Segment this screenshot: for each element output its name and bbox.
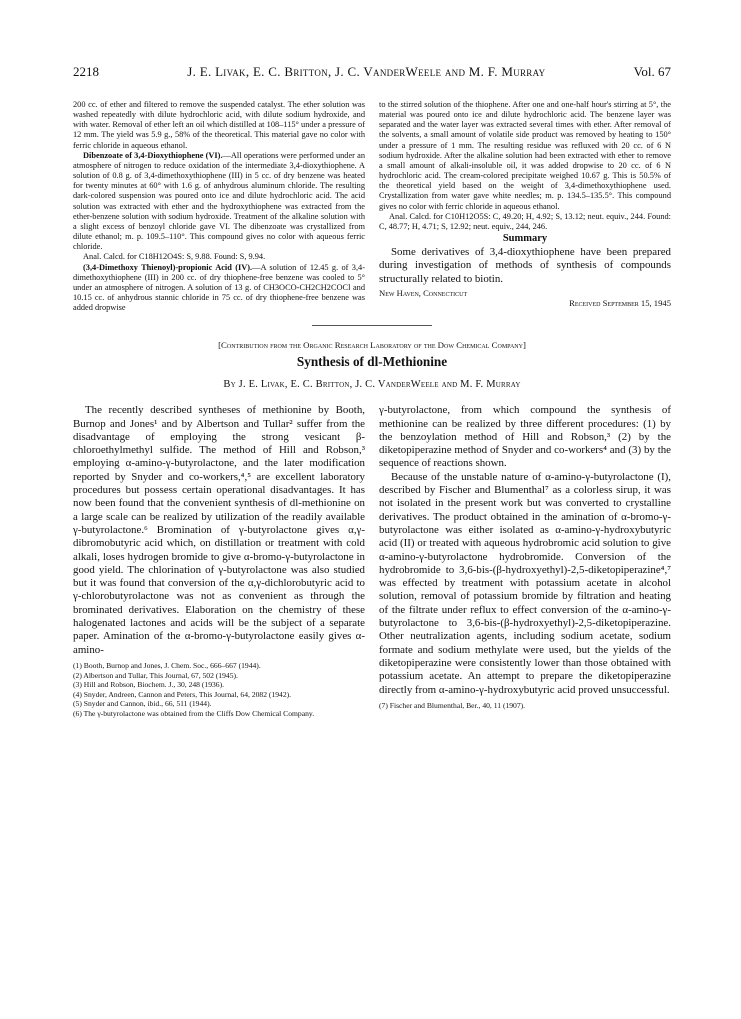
summary-heading: Summary	[502, 233, 548, 245]
received-date: Received September 15, 1945	[569, 298, 671, 309]
paragraph: γ-butyrolactone, from which compound the synthesis of methionine can be realized by three different procedures: (1) by the benzoylation method of Hill and Robson,³ (2) by the diketopiperazine method of Snyder and co-workers⁴ and (3) by the sequence of reactions shown.	[379, 404, 671, 470]
footnote: (2) Albertson and Tullar, This Journal, 67, 502 (1945).	[73, 670, 238, 680]
article-byline: By J. E. Livak, E. C. Britton, J. C. VanderWeele and M. F. Murray	[223, 379, 521, 391]
footnotes	[379, 701, 671, 711]
footnote: (5) Snyder and Cannon, ibid., 66, 511 (1944).	[73, 699, 212, 709]
running-head-authors: J. E. Livak, E. C. Britton, J. C. VanderWeele and M. F. Murray	[187, 64, 546, 79]
analysis-line: Anal. Calcd. for C18H12O4S: S, 9.88. Found: S, 9.94.	[83, 252, 266, 262]
previous-article-columns	[73, 100, 671, 313]
contribution-line: [Contribution from the Organic Research Laboratory of the Dow Chemical Company]	[218, 340, 526, 351]
paragraph	[73, 263, 365, 314]
previous-article-right-column	[379, 100, 671, 313]
paragraph: 200 cc. of ether and filtered to remove the suspended catalyst. The ether solution was washed repeatedly with dilute hydrochloric acid, with dilute sodium hydroxide, and with water. Removal of ether left an oil which distilled at 108–115° under a pressure of 12 mm. The yield was 5.9 g., 58% of the theoretical. This material gave no color with ferric chloride in aqueous ethanol.	[73, 100, 365, 150]
article-columns	[73, 404, 671, 718]
volume-label: Vol. 67	[633, 64, 671, 79]
analysis-line: Anal. Calcd. for C10H12O5S: C, 49.20; H, 4.92; S, 13.12; neut. equiv., 244. Found: C, 48.77; H, 4.71; S, 12.92; neut. equiv., 244, 246.	[379, 211, 671, 231]
paragraph: Because of the unstable nature of α-amino-γ-butyrolactone (I), described by Fischer and Blumenthal⁷ as a colorless sirup, it was not isolated in the present work but was converted to crystalline derivatives. The product obtained in the amination of α-bromo-γ-butyrolactone was either isolated as α-amino-γ-hydroxybutyric acid (II) or treated with aqueous hydrobromic acid solution to give α-amino-γ-butyrolactone hydrobromide. Conversion of the hydrobromide to 3,6-bis-(β-hydroxyethyl)-2,5-diketopiperazine⁴,⁷ was effected by treatment with potassium acetate in alcohol solution, removal of potassium bromide by filtration and heating of the filtrate under reflux to effect conversion of the α-amino-γ-butyrolactone to 3,6-bis-(β-hydroxyethyl)-2,5-diketopiperazine. Other neutralization agents, including sodium acetate, sodium formate and sodium methylate were used, but the yields of the diketopiperazine were consistently lower than those obtained with potassium acetate. An attempt to prepare the diketopiperazine directly from α-amino-γ-hydroxybutyric acid proved unsuccessful.	[379, 470, 671, 696]
footnote: (6) The γ-butyrolactone was obtained from the Cliffs Dow Chemical Company.	[73, 708, 315, 718]
footnotes	[73, 661, 365, 719]
section-heading: (3,4-Dimethoxy Thienoyl)-propionic Acid (IV).	[83, 262, 253, 272]
footnote: (3) Hill and Robson, Biochem. J., 30, 248 (1936).	[73, 680, 225, 690]
article-right-column	[379, 404, 671, 718]
footnote: (4) Snyder, Andreen, Cannon and Peters, This Journal, 64, 2082 (1942).	[73, 689, 292, 699]
journal-page	[73, 64, 671, 718]
paragraph-text: —A solution of 12.45 g. of 3,4-dimethoxythiophene (III) in 200 cc. of dry thiophene-free benzene was cooled to 5° under an atmosphere of nitrogen. A solution of 13 g. of CH3OCO-CH2CH2COCl and 10.15 cc. of anhydrous stannic chloride in 75 cc. of dry thiophene-free benzene was added dropwise	[73, 262, 365, 313]
article-title: Synthesis of dl-Methionine	[296, 354, 448, 370]
body-text	[73, 404, 365, 657]
paragraph	[73, 151, 365, 253]
section-divider	[312, 325, 432, 326]
section-heading: Dibenzoate of 3,4-Dioxythiophene (VI).	[83, 150, 223, 160]
footnote: (1) Booth, Burnop and Jones, J. Chem. Soc., 666–667 (1944).	[73, 660, 261, 670]
address: New Haven, Connecticut	[379, 288, 468, 299]
page-number: 2218	[73, 64, 99, 79]
running-head	[73, 64, 671, 86]
body-text	[379, 404, 671, 697]
paragraph: to the stirred solution of the thiophene. After one and one-half hour's stirring at 5°, the material was poured onto ice and dilute hydrochloric acid. The benzene layer was separated and the water layer was extracted several times with ether. After removal of the solvents, a small amount of volatile side product was removed by heating to 150° under a pressure of 1 mm. The resulting residue was refluxed with 20 cc. of 6 N sodium hydroxide. After the alkaline solution had been extracted with ether to remove a small amount of alkali-insoluble oil, it was added dropwise to 20 cc. of 6 N hydrochloric acid. The cream-colored precipitate weighed 10.67 g. This is 50.5% of the theoretical yield based on the weight of 3,4-dimethoxythiophene used. Crystallization from water gave white needles; m. p. 134.5–135.5°. This compound gives no color with ferric chloride in aqueous ethanol.	[379, 100, 671, 211]
previous-article-left-column	[73, 100, 365, 313]
summary-text: Some derivatives of 3,4-dioxythiophene have been prepared during investigation of methods of synthesis of compounds structurally related to biotin.	[379, 246, 671, 285]
summary-block	[379, 246, 671, 286]
footnote: (7) Fischer and Blumenthal, Ber., 40, 11 (1907).	[379, 700, 526, 710]
paragraph: The recently described syntheses of methionine by Booth, Burnop and Jones¹ and by Albertson and Tullar² suffer from the disadvantage of employing the strong vesicant β-chloroethylmethyl sulfide. The method of Hill and Robson,³ employing α-amino-γ-butyrolactone, and the later modification reported by Snyder and co-workers,⁴,⁵ are excellent laboratory procedures but possess certain operational disadvantages. It has now been found that the convenient synthesis of dl-methionine on a large scale can be realized by utilization of the readily available γ-butyrolactone.⁶ Bromination of γ-butyrolactone gives α,γ-dibromobutyric acid which, on distillation or treatment with cold alkali, loses hydrogen bromide to give α-bromo-γ-butyrolactone in good yield. The chlorination of γ-butyrolactone was also studied but it was found that conversion of the α,γ-dichlorobutyric acid to γ-chlorobutyrolactone was not as convenient as through the brominated derivatives. Elaboration on the chemistry of these halogenated lactones and acids will be the subject of a separate paper. Amination of the α-bromo-γ-butyrolactone easily gives α-amino-	[73, 404, 365, 656]
article-left-column	[73, 404, 365, 718]
paragraph-text: —All operations were performed under an atmosphere of nitrogen to reduce oxidation of the intermediate 3,4-dioxythiophene. A solution of 0.8 g. of 3,4-dimethoxythiophene (III) in 5 cc. of dry benzene was heated for twenty minutes at 60° with 1.6 g. of anhydrous aluminum chloride. The resulting dark-colored suspension was poured onto ice and dilute hydrochloric acid. The acid solution was extracted with ether and the hydroxythiophene was extracted from the ether-benzene solution with sodium hydroxide. Treatment of the alkaline solution with a slight excess of benzoyl chloride gave VI. The dibenzoate was crystallized from dilute ethanol; m. p. 109.5–110°. This compound gives no color with aqueous ferric chloride.	[73, 150, 365, 252]
